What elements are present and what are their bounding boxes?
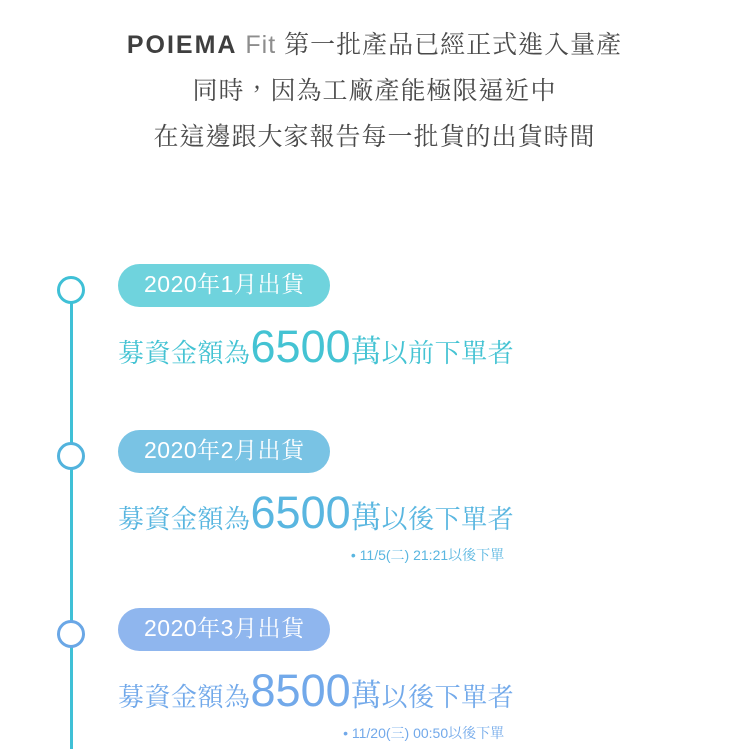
page-header xyxy=(0,0,749,160)
header-line-1-text: 第一批產品已經正式進入量產 xyxy=(284,31,623,59)
funding-unit-1: 萬 xyxy=(350,334,382,369)
funding-suffix-3: 以後下單者 xyxy=(381,682,515,712)
funding-condition-1 xyxy=(118,321,515,372)
timeline-entry-1 xyxy=(118,264,515,372)
shipping-timeline xyxy=(0,238,749,749)
shipping-month-badge-3: 2020年3月出貨 xyxy=(118,608,330,651)
funding-amount-2: 6500 xyxy=(250,487,351,538)
funding-amount-3: 8500 xyxy=(250,665,351,716)
timeline-axis-line xyxy=(70,290,73,749)
timeline-node-3 xyxy=(57,620,85,648)
funding-prefix-1: 募資金額為 xyxy=(118,338,251,368)
shipping-month-badge-2: 2020年2月出貨 xyxy=(118,430,330,473)
header-line-3: 在這邊跟大家報告每一批貨的出貨時間 xyxy=(153,123,596,151)
funding-suffix-1: 以前下單者 xyxy=(381,338,515,368)
timeline-entry-2 xyxy=(118,430,514,565)
funding-unit-2: 萬 xyxy=(350,500,382,535)
funding-suffix-2: 以後下單者 xyxy=(381,504,515,534)
timeline-node-1 xyxy=(57,276,85,304)
funding-prefix-2: 募資金額為 xyxy=(118,504,251,534)
brand-name-light: Fit xyxy=(245,31,277,59)
order-time-note-2: • 11/5(二) 21:21以後下單 xyxy=(350,547,505,563)
timeline-node-2 xyxy=(57,442,85,470)
funding-condition-2 xyxy=(118,487,515,538)
order-time-note-3: • 11/20(三) 00:50以後下單 xyxy=(343,725,505,741)
funding-prefix-3: 募資金額為 xyxy=(118,682,251,712)
header-line-1 xyxy=(0,22,749,68)
header-line-2: 同時，因為工廠產能極限逼近中 xyxy=(192,77,557,105)
shipping-month-badge-1: 2020年1月出貨 xyxy=(118,264,330,307)
brand-name-bold: POIEMA xyxy=(126,31,238,59)
timeline-entry-3 xyxy=(118,608,514,743)
funding-amount-1: 6500 xyxy=(250,321,351,372)
funding-condition-3 xyxy=(118,665,515,716)
funding-unit-3: 萬 xyxy=(350,678,382,713)
